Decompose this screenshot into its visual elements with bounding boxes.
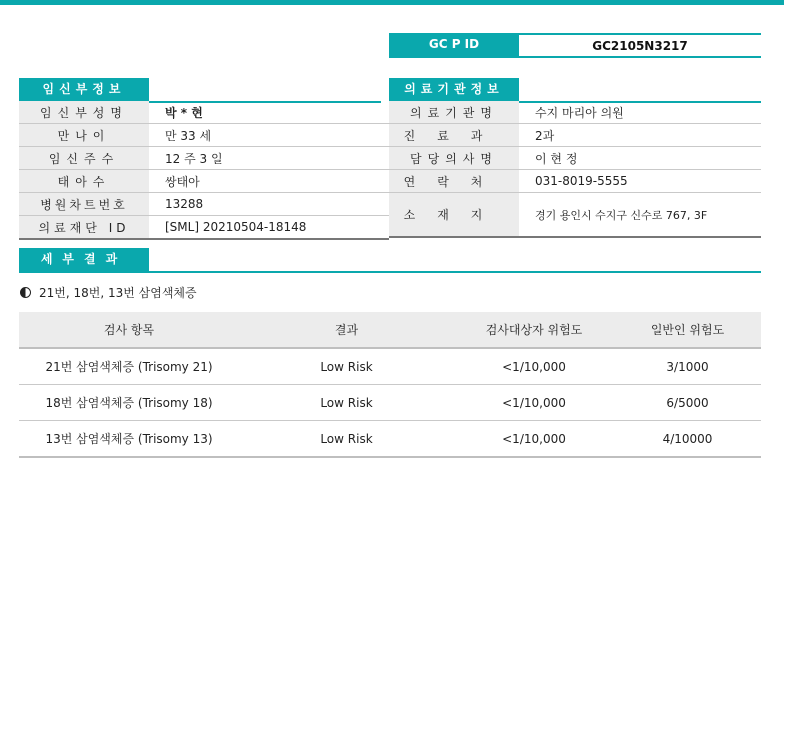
doctor-name-value: 이 현 정: [519, 147, 761, 170]
table-row: [19, 193, 389, 216]
contact-value: 031-8019-5555: [519, 170, 761, 193]
fetus-count-label: 태아수: [19, 170, 149, 193]
patient-name-value: 박 * 현: [149, 101, 389, 124]
institution-name-value: 수지 마리아 의원: [519, 101, 761, 124]
general-risk-cell: 6/5000: [614, 385, 761, 421]
contact-label: 연락처: [389, 170, 519, 193]
gcp-id-block: [389, 33, 761, 58]
result-cell: Low Risk: [239, 421, 454, 458]
detail-section-header: [19, 248, 761, 273]
address-label: 소재지: [389, 193, 519, 238]
table-row: [19, 101, 389, 124]
table-row: [19, 124, 389, 147]
gestation-weeks-label: 임신주수: [19, 147, 149, 170]
gcp-id-value: GC2105N3217: [519, 33, 761, 56]
patient-section-tab: 임신부정보: [19, 78, 149, 101]
chart-number-label: 병원차트번호: [19, 193, 149, 216]
department-value: 2과: [519, 124, 761, 147]
table-row: [389, 147, 761, 170]
column-header-result: 결과: [239, 312, 454, 348]
address-value: 경기 용인시 수지구 신수로 767, 3F: [519, 193, 761, 238]
department-label: 진료과: [389, 124, 519, 147]
institution-section-header: [389, 78, 761, 103]
table-row: [19, 170, 389, 193]
patient-info-table: [19, 101, 389, 240]
results-header-row: [19, 312, 761, 348]
results-table: [19, 312, 761, 458]
half-circle-icon: [20, 287, 31, 298]
fetus-count-value: 쌍태아: [149, 170, 389, 193]
detail-note-text: 21번, 18번, 13번 삼염색체증: [39, 286, 197, 300]
patient-age-label: 만나이: [19, 124, 149, 147]
test-item-cell: 21번 삼염색체증 (Trisomy 21): [19, 348, 239, 385]
gcp-id-label: GC P ID: [389, 33, 519, 56]
foundation-id-value: [SML] 20210504-18148: [149, 216, 389, 240]
table-row: [389, 170, 761, 193]
column-header-general-risk: 일반인 위험도: [614, 312, 761, 348]
institution-section-tab: 의료기관정보: [389, 78, 519, 101]
table-row: [389, 193, 761, 238]
top-accent-bar: [0, 0, 784, 5]
doctor-name-label: 담당의사명: [389, 147, 519, 170]
test-item-cell: 18번 삼염색체증 (Trisomy 18): [19, 385, 239, 421]
test-item-cell: 13번 삼염색체증 (Trisomy 13): [19, 421, 239, 458]
general-risk-cell: 4/10000: [614, 421, 761, 458]
patient-name-label: 임신부성명: [19, 101, 149, 124]
detail-note: [20, 284, 197, 301]
subject-risk-cell: <1/10,000: [454, 421, 614, 458]
table-row: [19, 421, 761, 458]
subject-risk-cell: <1/10,000: [454, 348, 614, 385]
column-header-subject-risk: 검사대상자 위험도: [454, 312, 614, 348]
institution-info-table: [389, 101, 761, 238]
table-row: [389, 101, 761, 124]
table-row: [389, 124, 761, 147]
table-row: [19, 216, 389, 240]
foundation-id-label: 의료재단 ID: [19, 216, 149, 240]
result-cell: Low Risk: [239, 348, 454, 385]
patient-section-header: [19, 78, 381, 103]
table-row: [19, 147, 389, 170]
chart-number-value: 13288: [149, 193, 389, 216]
result-cell: Low Risk: [239, 385, 454, 421]
subject-risk-cell: <1/10,000: [454, 385, 614, 421]
gestation-weeks-value: 12 주 3 일: [149, 147, 389, 170]
patient-age-value: 만 33 세: [149, 124, 389, 147]
institution-name-label: 의료기관명: [389, 101, 519, 124]
detail-section-tab: 세부결과: [19, 248, 149, 271]
table-row: [19, 348, 761, 385]
table-row: [19, 385, 761, 421]
column-header-test-item: 검사 항목: [19, 312, 239, 348]
general-risk-cell: 3/1000: [614, 348, 761, 385]
